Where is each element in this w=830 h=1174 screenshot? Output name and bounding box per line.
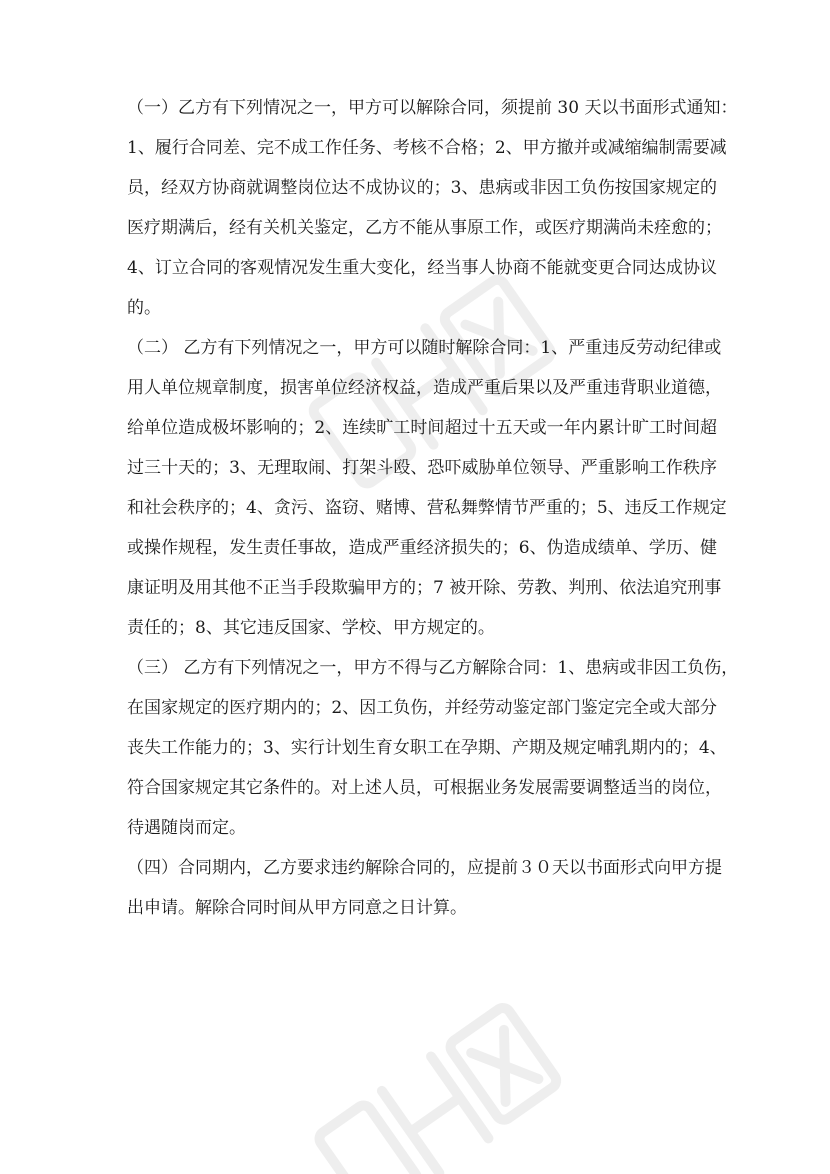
paragraph-2-line-5: 和社会秩序的；4、贪污、盗窃、赌博、营私舞弊情节严重的；5、违反工作规定	[127, 498, 727, 518]
watermark-mark-lower	[316, 1005, 562, 1174]
paragraph-1-line-3: 员，经双方协商就调整岗位达不成协议的；3、患病或非因工负伤按国家规定的	[127, 178, 717, 198]
paragraph-2-line-8: 责任的；8、其它违反国家、学校、甲方规定的。	[127, 618, 495, 638]
paragraph-1-line-4: 医疗期满后，经有关机关鉴定，乙方不能从事原工作，或医疗期满尚未痊愈的；	[127, 218, 722, 238]
paragraph-1-line-6: 的。	[127, 298, 161, 318]
paragraph-3-line-3: 丧失工作能力的；3、实行计划生育女职工在孕期、产期及规定哺乳期内的；4、	[127, 738, 727, 758]
paragraph-3-line-1: （三） 乙方有下列情况之一，甲方不得与乙方解除合同：1、患病或非因工负伤，	[127, 658, 739, 678]
paragraph-2-line-2: 用人单位规章制度，损害单位经济权益，造成严重后果以及严重违背职业道德，	[127, 378, 722, 398]
paragraph-3-line-4: 符合国家规定其它条件的。对上述人员，可根据业务发展需要调整适当的岗位，	[127, 778, 722, 798]
paragraph-4-line-1: （四）合同期内，乙方要求违约解除合同的，应提前３０天以书面形式向甲方提	[127, 858, 722, 878]
paragraph-2-line-1: （二） 乙方有下列情况之一，甲方可以随时解除合同：1、严重违反劳动纪律或	[127, 338, 722, 358]
paragraph-4-line-2: 出申请。解除合同时间从甲方同意之日计算。	[127, 898, 467, 918]
paragraph-1-line-1: （一）乙方有下列情况之一，甲方可以解除合同，须提前 30 天以书面形式通知：	[127, 98, 738, 118]
paragraph-2-line-4: 过三十天的；3、无理取闹、打架斗殴、恐吓威胁单位领导、严重影响工作秩序	[127, 458, 717, 478]
paragraph-3-line-5: 待遇随岗而定。	[127, 818, 246, 838]
paragraph-1-line-5: 4、订立合同的客观情况发生重大变化，经当事人协商不能就变更合同达成协议	[127, 258, 717, 278]
paragraph-2-line-6: 或操作规程，发生责任事故，造成严重经济损失的；6、伪造成绩单、学历、健	[127, 538, 717, 558]
paragraph-2-line-7: 康证明及用其他不正当手段欺骗甲方的；7 被开除、劳教、判刑、依法追究刑事	[127, 578, 722, 598]
paragraph-2-line-3: 给单位造成极坏影响的；2、连续旷工时间超过十五天或一年内累计旷工时间超	[127, 418, 717, 438]
paragraph-3-line-2: 在国家规定的医疗期内的；2、因工负伤，并经劳动鉴定部门鉴定完全或大部分	[127, 698, 717, 718]
paragraph-1-line-2: 1、履行合同差、完不成工作任务、考核不合格；2、甲方撤并或减缩编制需要减	[127, 138, 727, 158]
